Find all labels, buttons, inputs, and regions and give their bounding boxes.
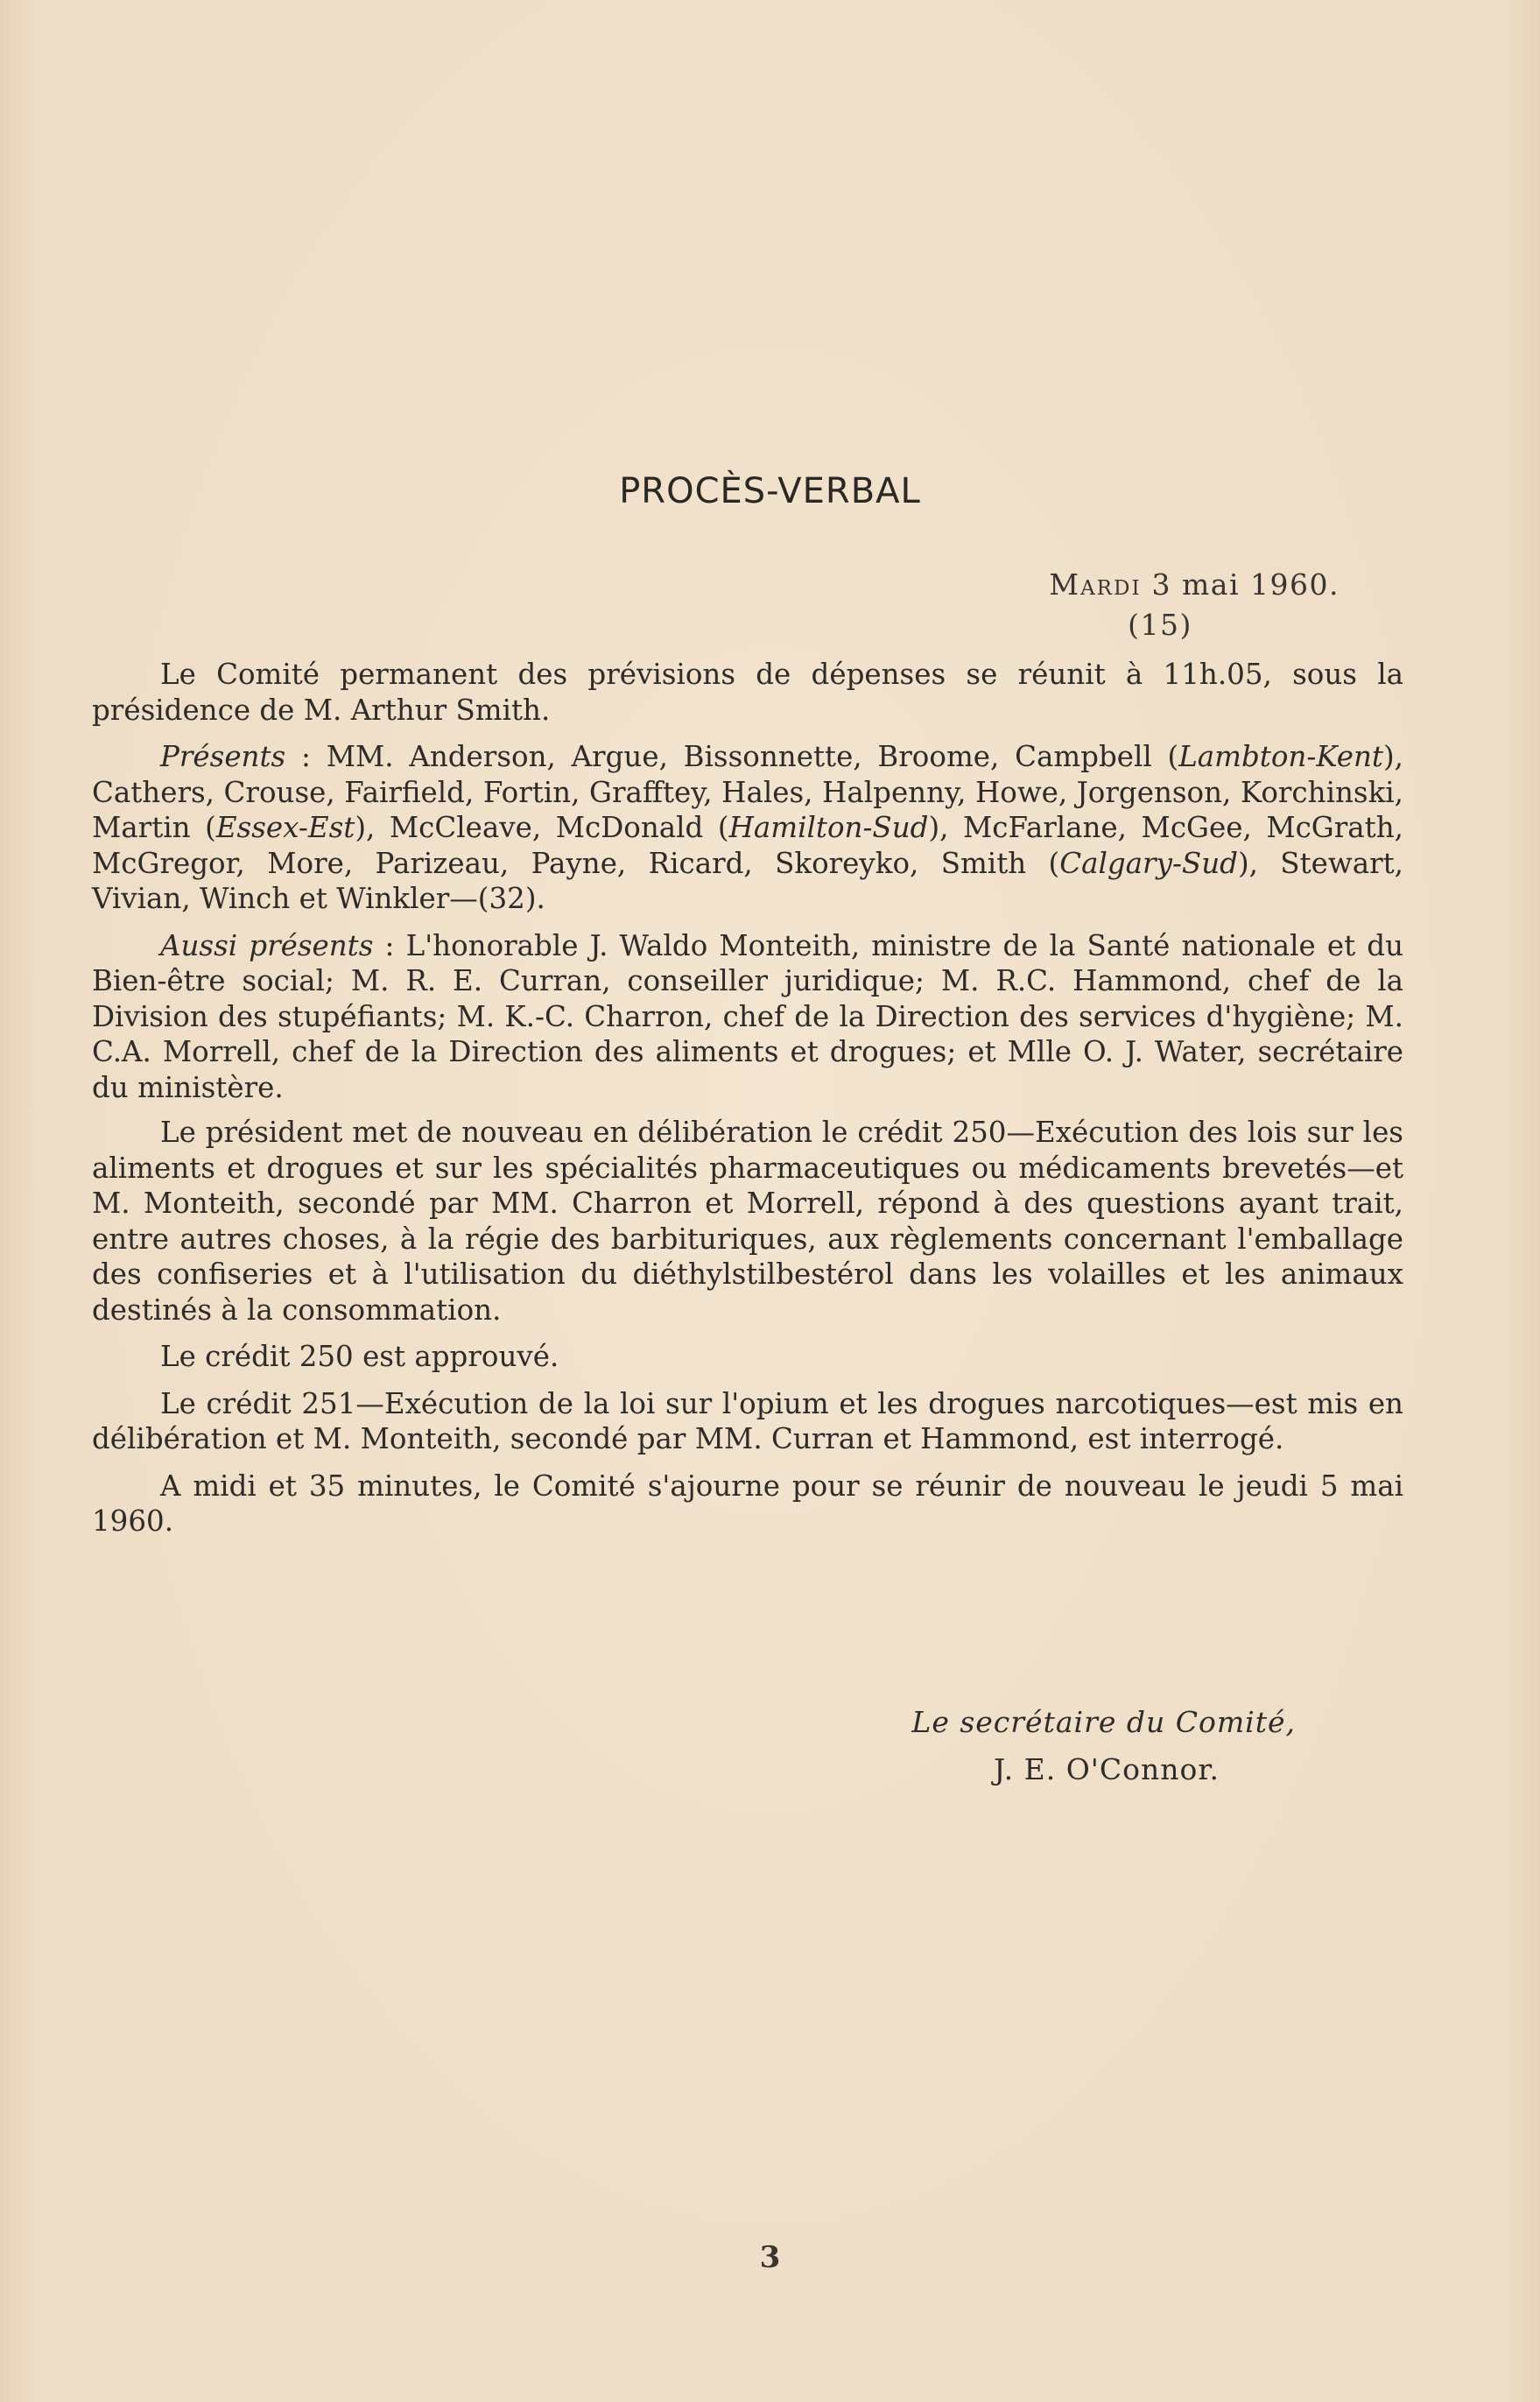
aussi-label: Aussi présents <box>160 928 374 962</box>
presents-text-b: ), Cathers, Crouse, Fairfield, Fortin, Grafftey, Hales, Halpenny, Howe, Jorgenson, Korchinski, Martin ( <box>92 740 1403 844</box>
paragraph-adjournment: A midi et 35 minutes, le Comité s'ajourne pour se réunir de nouveau le jeudi 5 mai 1960. <box>92 1469 1403 1538</box>
presents-label: Présents <box>160 740 286 773</box>
minutes-body <box>92 657 1403 1551</box>
signature-block <box>788 1699 1331 1793</box>
page-number: 3 <box>759 2240 781 2275</box>
meeting-day: Mardi <box>1049 567 1142 602</box>
presents-text-e: ), Stewart, Vivian, Winch et Winkler—(32). <box>92 846 1403 915</box>
paragraph-aussi-presents <box>92 928 1403 1106</box>
paragraph-credit-250-approved: Le crédit 250 est approuvé. <box>160 1340 559 1373</box>
presents-riding-3: Hamilton-Sud <box>728 811 929 844</box>
aussi-text: : L'honorable J. Waldo Monteith, ministre de la Santé nationale et du Bien-être social; M. R. E. Curran, conseiller juridique; M. R.C. Hammond, chef de la Division des stupéfiants; M. K.-C. Charron, chef de la Direction des services d'hygiène; M. C.A. Morrell, chef de la Direction des aliments et drogues; et Mlle O. J. Water, secrétaire du ministère. <box>92 928 1404 1104</box>
meeting-date <box>875 567 1340 602</box>
signature-title: Le secrétaire du Comité, <box>911 1705 1296 1739</box>
presents-riding-4: Calgary-Sud <box>1059 846 1238 880</box>
presents-text-d: ), McFarlane, McGee, McGrath, McGregor, More, Parizeau, Payne, Ricard, Skoreyko, Smith ( <box>92 811 1404 880</box>
paragraph-presents <box>92 739 1403 917</box>
presents-riding-2: Essex-Est <box>215 811 355 844</box>
presents-text-c: ), McCleave, McDonald ( <box>355 811 729 844</box>
meeting-date-text: 3 mai 1960. <box>1151 567 1340 602</box>
paragraph-credit-250-discussion: Le président met de nouveau en délibération le crédit 250—Exécution des lois sur les aliments et drogues et sur les spécialités pharmaceutiques ou médicaments brevetés—et M. Monteith, secondé par MM. Charron et Morrell, répond à des questions ayant trait, entre autres choses, à la régie des barbituriques, aux règlements concernant l'emballage des confiseries et à l'utilisation du diéthylstilbestérol dans les volailles et les animaux destinés à la consommation. <box>92 1116 1403 1327</box>
page-title: PROCÈS-VERBAL <box>619 471 921 511</box>
signature-name: J. E. O'Connor. <box>994 1752 1220 1786</box>
paragraph-opening: Le Comité permanent des prévisions de dépenses se réunit à 11h.05, sous la présidence de M. Arthur Smith. <box>92 658 1403 727</box>
sitting-number: (15) <box>1128 608 1192 642</box>
paragraph-credit-251: Le crédit 251—Exécution de la loi sur l'opium et les drogues narcotiques—est mis en délibération et M. Monteith, secondé par MM. Curran et Hammond, est interrogé. <box>92 1386 1403 1455</box>
presents-riding-1: Lambton-Kent <box>1178 740 1383 773</box>
presents-text-a: : MM. Anderson, Argue, Bissonnette, Broome, Campbell ( <box>285 740 1179 773</box>
